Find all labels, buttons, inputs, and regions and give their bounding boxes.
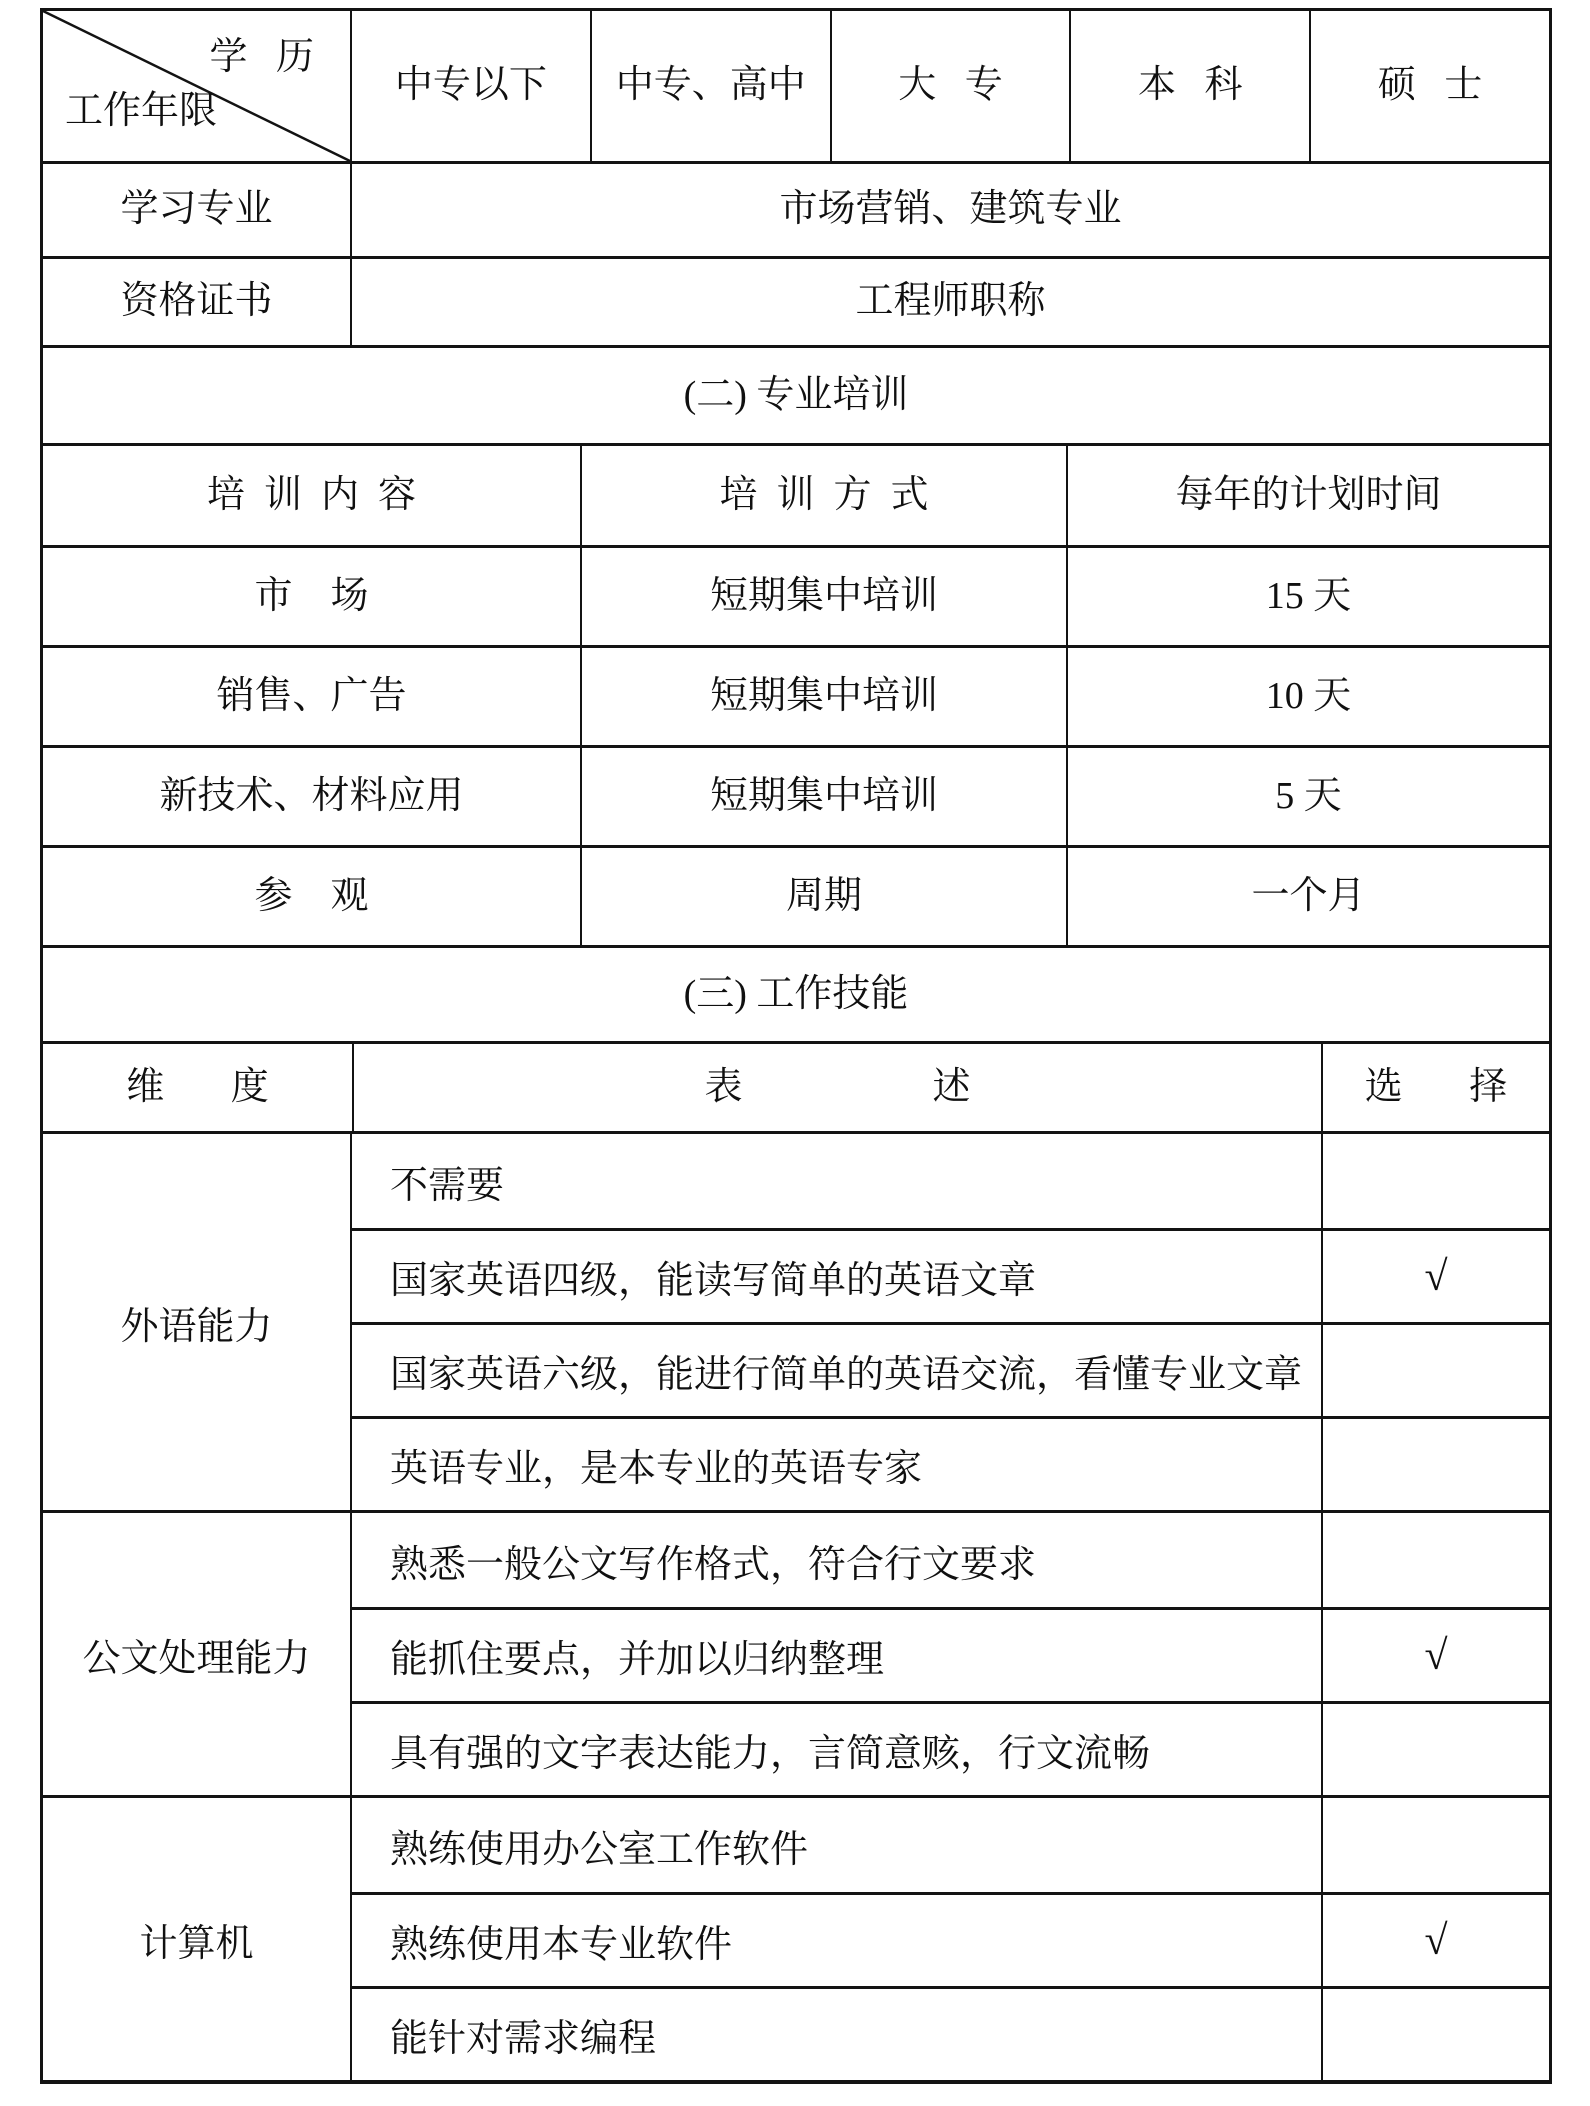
education-axis-label: 学 历 xyxy=(209,36,314,78)
training-row-visit xyxy=(43,845,1549,945)
skill-group-computer xyxy=(43,1795,1549,2080)
education-header-row xyxy=(43,11,1549,161)
selection-cell xyxy=(1321,1798,1549,1892)
skill-item xyxy=(352,1416,1549,1510)
description-cell: 国家英语六级，能进行简单的英语交流，看懂专业文章 xyxy=(390,1354,1303,1396)
selection-cell xyxy=(1321,1134,1549,1228)
description-cell: 熟练使用本专业软件 xyxy=(390,1924,733,1966)
selection-cell xyxy=(1321,1704,1549,1795)
description-header: 表 述 xyxy=(352,1044,1321,1131)
certificate-row-value: 工程师职称 xyxy=(350,259,1549,345)
column-header-below-technical-secondary: 中专以下 xyxy=(350,11,590,161)
training-plan-time-header: 每年的计划时间 xyxy=(1066,446,1549,545)
skill-item xyxy=(352,1892,1549,1986)
skills-section-title-row xyxy=(43,945,1549,1041)
description-cell: 熟练使用办公室工作软件 xyxy=(390,1828,809,1871)
selection-cell xyxy=(1321,1989,1549,2080)
skill-item xyxy=(352,1513,1549,1607)
training-row-new-tech-materials xyxy=(43,745,1549,845)
column-header-bachelor: 本 科 xyxy=(1069,11,1309,161)
skill-group-items xyxy=(352,1798,1549,2080)
work-years-axis-label: 工作年限 xyxy=(65,90,218,133)
document-page xyxy=(0,8,1590,2106)
column-header-master: 硕 士 xyxy=(1309,11,1549,161)
skill-group-items xyxy=(352,1513,1549,1795)
description-cell: 能抓住要点，并加以归纳整理 xyxy=(390,1639,885,1681)
skills-header-row xyxy=(43,1041,1549,1131)
description-cell: 具有强的文字表达能力，言简意赅，行文流畅 xyxy=(390,1733,1151,1775)
description-cell: 英语专业，是本专业的英语专家 xyxy=(390,1448,923,1490)
certificate-row xyxy=(43,256,1549,345)
training-row-market xyxy=(43,545,1549,645)
training-row-sales-ads xyxy=(43,645,1549,745)
training-plan-time-cell: 一个月 xyxy=(1066,848,1549,945)
training-section-title-row xyxy=(43,345,1549,443)
description-cell: 能针对需求编程 xyxy=(390,2018,657,2060)
training-method-cell: 短期集中培训 xyxy=(580,548,1066,645)
training-method-cell: 短期集中培训 xyxy=(580,748,1066,845)
training-method-header: 培 训 方 式 xyxy=(580,446,1066,545)
major-row xyxy=(43,161,1549,256)
training-needs-table xyxy=(40,8,1552,2084)
selection-cell-checkmark: √ xyxy=(1321,1231,1549,1322)
training-method-cell: 周期 xyxy=(580,848,1066,945)
training-section-title: (二) 专业培训 xyxy=(683,373,909,416)
training-method-cell: 短期集中培训 xyxy=(580,648,1066,745)
training-content-cell: 市 场 xyxy=(254,574,369,617)
skill-group-foreign-language xyxy=(43,1131,1549,1510)
skill-item xyxy=(352,1701,1549,1795)
diagonal-header-cell xyxy=(43,11,350,161)
training-plan-time-cell: 5 天 xyxy=(1066,748,1549,845)
major-row-value: 市场营销、建筑专业 xyxy=(350,164,1549,256)
dimension-cell: 计算机 xyxy=(43,1798,352,2080)
selection-cell xyxy=(1321,1325,1549,1416)
certificate-row-label: 资格证书 xyxy=(120,280,273,323)
dimension-header: 维 度 xyxy=(126,1065,269,1108)
training-content-cell: 新技术、材料应用 xyxy=(159,774,464,817)
skill-item xyxy=(352,1798,1549,1892)
column-header-junior-college: 大 专 xyxy=(830,11,1070,161)
selection-cell-checkmark: √ xyxy=(1321,1895,1549,1986)
skill-item xyxy=(352,1322,1549,1416)
selection-cell-checkmark: √ xyxy=(1321,1610,1549,1701)
dimension-cell: 外语能力 xyxy=(43,1134,352,1510)
skill-group-document-processing xyxy=(43,1510,1549,1795)
training-content-cell: 销售、广告 xyxy=(216,674,407,717)
dimension-cell: 公文处理能力 xyxy=(43,1513,352,1795)
major-row-label: 学习专业 xyxy=(120,188,273,231)
skill-item xyxy=(352,1607,1549,1701)
selection-cell xyxy=(1321,1419,1549,1510)
training-header-row xyxy=(43,443,1549,545)
selection-header: 选 择 xyxy=(1321,1044,1549,1131)
training-content-cell: 参 观 xyxy=(254,874,369,917)
diagonal-divider-line xyxy=(43,11,350,161)
training-plan-time-cell: 15 天 xyxy=(1066,548,1549,645)
skill-group-items xyxy=(352,1134,1549,1510)
skills-section-title: (三) 工作技能 xyxy=(683,972,909,1015)
description-cell: 不需要 xyxy=(390,1164,505,1207)
training-content-header: 培 训 内 容 xyxy=(206,473,416,516)
description-cell: 国家英语四级，能读写简单的英语文章 xyxy=(390,1260,1037,1302)
selection-cell xyxy=(1321,1513,1549,1607)
skill-item xyxy=(352,1134,1549,1228)
skill-item xyxy=(352,1986,1549,2080)
training-plan-time-cell: 10 天 xyxy=(1066,648,1549,745)
description-cell: 熟悉一般公文写作格式，符合行文要求 xyxy=(390,1543,1037,1586)
column-header-technical-secondary-high-school: 中专、高中 xyxy=(590,11,830,161)
skill-item xyxy=(352,1228,1549,1322)
